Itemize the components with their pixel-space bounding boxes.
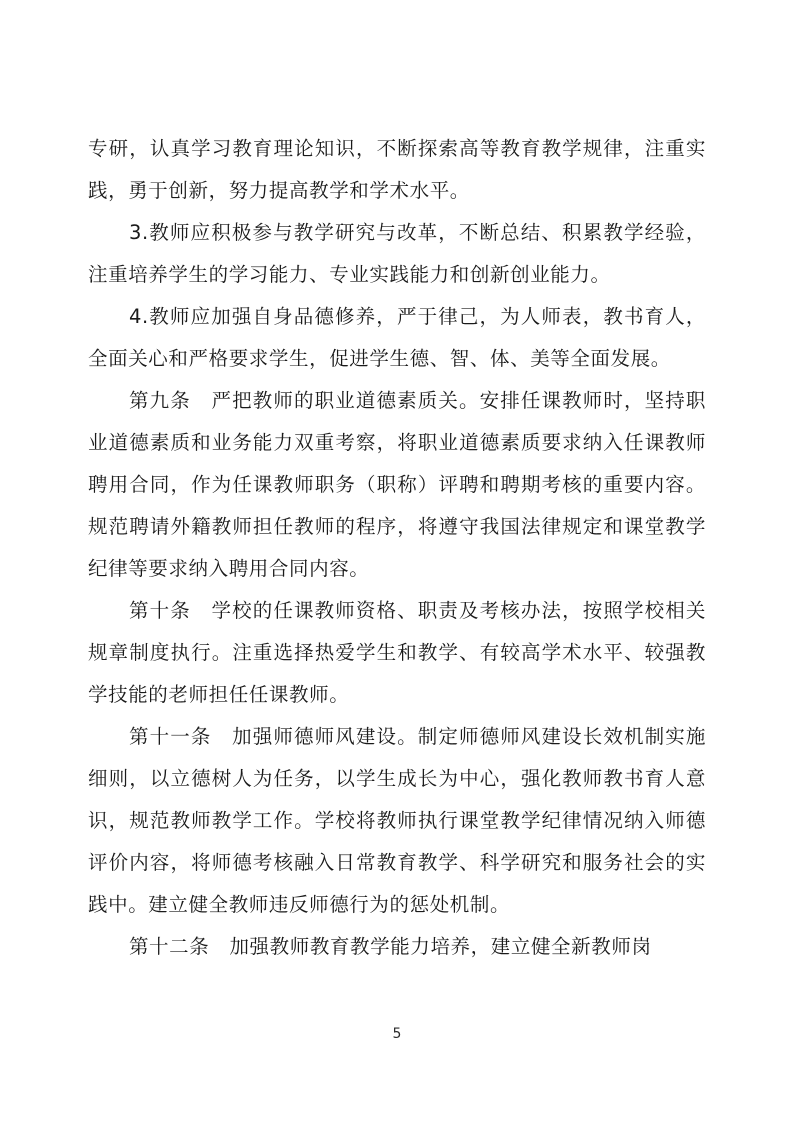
- page-number: 5: [392, 1026, 402, 1042]
- paragraph-item-3: 3.教师应积极参与教学研究与改革，不断总结、积累教学经验，注重培养学生的学习能力、专业实践能力和创新创业能力。: [88, 221, 706, 286]
- paragraph-article-9: 第九条 严把教师的职业道德素质关。安排任课教师时，坚持职业道德素质和业务能力双重考察，将职业道德素质要求纳入任课教师聘用合同，作为任课教师职务（职称）评聘和聘期考核的重要内容。规范聘请外籍教师担任教师的程序，将遵守我国法律规定和课堂教学纪律等要求纳入聘用合同内容。: [88, 389, 706, 580]
- paragraph-article-10: 第十条 学校的任课教师资格、职责及考核办法，按照学校相关规章制度执行。注重选择热爱学生和教学、有较高学术水平、较强教学技能的老师担任任课教师。: [88, 599, 706, 706]
- document-text-body: [88, 128, 706, 968]
- paragraph-item-4: 4.教师应加强自身品德修养，严于律己，为人师表，教书育人，全面关心和严格要求学生，促进学生德、智、体、美等全面发展。: [88, 305, 706, 370]
- paragraph-continued: 专研，认真学习教育理论知识，不断探索高等教育教学规律，注重实践，勇于创新，努力提高教学和学术水平。: [88, 137, 706, 202]
- paragraph-article-11: 第十一条 加强师德师风建设。制定师德师风建设长效机制实施细则，以立德树人为任务，以学生成长为中心，强化教师教书育人意识，规范教师教学工作。学校将教师执行课堂教学纪律情况纳入师德评价内容，将师德考核融入日常教育教学、科学研究和服务社会的实践中。建立健全教师违反师德行为的惩处机制。: [88, 725, 706, 916]
- paragraph-article-12: 第十二条 加强教师教育教学能力培养，建立健全新教师岗: [128, 935, 652, 958]
